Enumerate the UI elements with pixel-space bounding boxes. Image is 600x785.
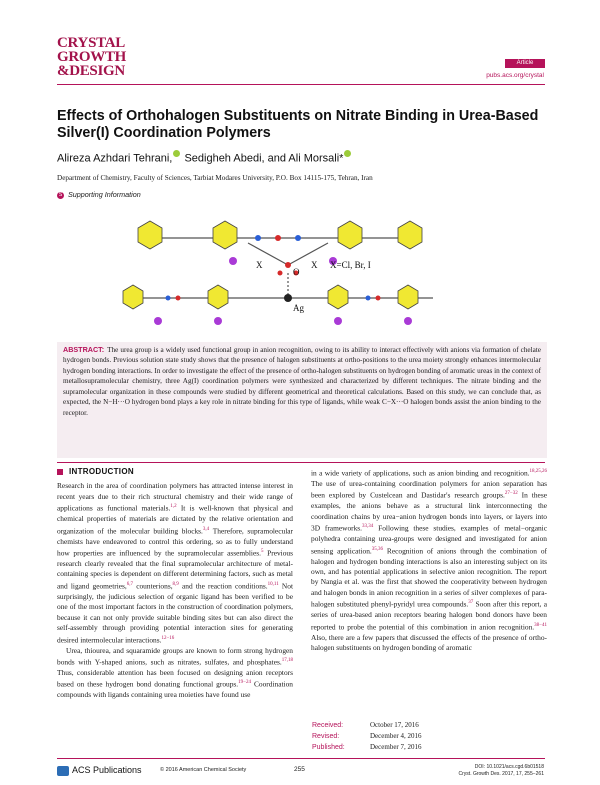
toc-graphic [118,203,438,338]
paragraph: in a wide variety of applications, such as anion binding and recognition.$^{18,25,26}$ The use of urea-containing coordination polymers for anion separation has been explored by Custelcean and Dastidar's research groups.$^{27-32}$ In these examples, the anions behave as a structural link interconnecting the coordination chains by urea−anion hydrogen bonds into layers, or layers into 3D frameworks.$^{33,34}$ Following these studies, examples of metal−organic polyhedra containing urea-groups were designed and investigated for anion sensing application.$^{35,36}$ Recognition of anions through the combination of halogen and hydrogen bonding interactions is also an interesting subject on its own, and has potential applications in selective anion recognition. The report by Nangia et al. was the first that showed the cooperativity between hydrogen and halogen bonds in anion recognition in a series of silver complexes of para-halogen substituted phenyl-pyridyl urea compounds.$^{37}$ Soon after this report, a series of urea-based anion receptors bearing halogen bond donors have been reported to probe the potential of this combination in anion recognition.$^{38-41}$ Also, there are a few papers that discussed the effects of the presence of ortho-halogen substituents on hydrogen bonding of aromatic [311,468,548,653]
label-o: O [293,267,300,277]
logo-line: &DESIGN [57,63,125,79]
atoms-upper [229,235,337,276]
logo-line: CRYSTAL [57,35,125,51]
article-type-badge: Article [505,59,545,68]
acs-publications-logo[interactable]: ACS Publications [57,765,142,776]
label-x-right: X [311,260,318,270]
atoms-lower [154,294,412,325]
paragraph: Research in the area of coordination polymers has attracted intense interest in recent years due to their rich structural chemistry and their wide range of applications as functional materials.$^{1,2}$ It is well-known that physical and chemical properties of materials are dictated by the relative orientation and organization of the molecular building blocks.$^{3,4}$ Therefore, supramolecular chemists have endeavored to control this ordering, so as to fully understand how properties are influenced by the supramolecular assemblies.$^5$ Previous research clearly revealed that the final supramolecular architecture of metal-containing species is dependent on different determining factors, such as metal and ligand geometries,$^{6,7}$ counterions,$^{8,9}$ and the reaction conditions.$^{10,11}$ Not surprisingly, the judicious selection of organic ligand has been verified to be one of the most important factors in the construction of coordination polymers, because it can not only provide suitable binding sites but can also direct the self-assembly through providing potential interaction sites for generating desired intermolecular interactions.$^{12-16}$ [57,481,294,645]
acs-logo-icon [57,766,69,776]
section-bullet-icon [57,469,63,475]
paper-title: Effects of Orthohalogen Substituents on Nitrate Binding in Urea-Based Silver(I) Coordination Polymers [57,108,539,141]
citation: Cryst. Growth Des. 2017, 17, 255−261 [458,771,544,777]
section-heading: INTRODUCTION [57,467,293,477]
doi-citation [459,764,544,778]
author-list [57,150,352,165]
supporting-info-label: Supporting Information [68,190,141,199]
supporting-info-icon: S [58,191,63,198]
supporting-info-link[interactable] [57,190,141,199]
revised-row: Revised: December 4, 2016 [312,732,422,740]
copyright: © 2016 American Chemical Society [160,767,247,773]
doi-link[interactable]: DOI: 10.1021/acs.cgd.6b01518 [474,764,544,770]
published-row: Published: December 7, 2016 [312,743,422,751]
journal-logo [57,36,167,78]
rings-upper [138,221,422,249]
author-name[interactable]: Alireza Azhdari Tehrani, [57,152,173,165]
abstract [63,345,541,418]
author-name[interactable]: Sedigheh Abedi, and Ali Morsali* [184,152,344,165]
affiliation: Department of Chemistry, Faculty of Sciences, Tarbiat Modares University, P.O. Box 14115-175, Tehran, Iran [57,174,373,182]
label-ag: Ag [293,303,304,313]
logo-line: GROWTH [57,49,127,65]
orcid-icon[interactable] [173,150,180,157]
column-right [311,467,547,654]
received-row: Received: October 17, 2016 [312,721,419,729]
journal-url[interactable]: pubs.acs.org/crystal [486,72,544,79]
column-left [57,467,293,701]
label-x-left: X [256,260,263,270]
abstract-divider [57,462,545,463]
history-dates [312,720,422,753]
header-divider [57,84,545,85]
label-legend: X=Cl, Br, I [330,260,371,270]
footer-divider [57,758,545,759]
paragraph: Urea, thiourea, and squaramide groups are known to form strong hydrogen bonds with Y-shaped anions, such as nitrates, sulfates, and phosphates.$^{17,18}$ Thus, considerable attention has been focused on designing anion receptors based on these hydrogen bond donating functional groups.$^{19-24}$ Coordination compounds with ligands containing urea moieties have found use [57,645,293,700]
abstract-label: ABSTRACT: [63,345,105,354]
orcid-icon[interactable] [344,150,351,157]
abstract-text: The urea group is a widely used functional group in anion recognition, owing to its ability to interact effectively with anions via formation of chelate hydrogen bonds. Previous solution state study shows that the presence of halogen substituents at ortho-positions to the urea moiety strongly enhances intermolecular hydrogen bonding interactions. In order to investigate the effect of the presence of ortho-halogen substituents on hydrogen bonding of aromatic ureas in the context of metallosupramolecular chemistry, three Ag(I) coordination polymers were synthesized and characterized by different techniques. The nitrate binding and the supramolecular organization in these compounds were studied by different geometrical and theoretical calculations. Based on this study, we can conclude that, as expected, the N−H···O hydrogen bond plays a key role in nitrate binding for this type of ligands, while weak C−X···O halogen bonds assist the anion binding to the receptor. [63,346,541,417]
page-number: 255 [294,766,305,773]
